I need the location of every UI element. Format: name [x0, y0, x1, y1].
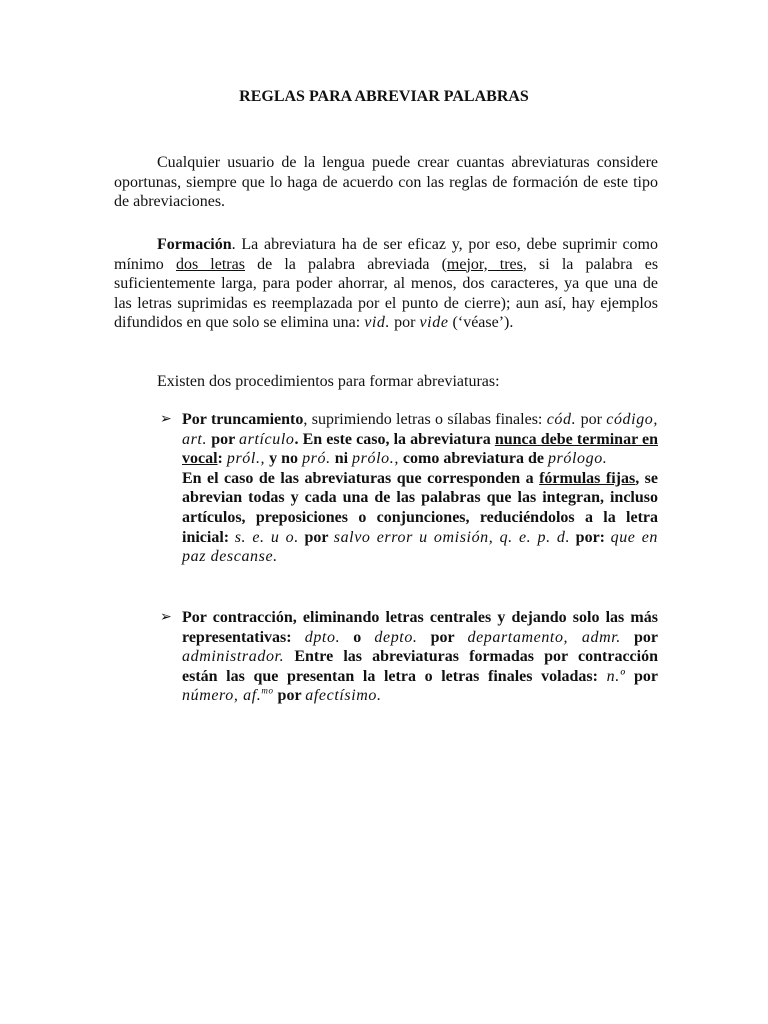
underlined-text: mejor, tres [446, 255, 523, 273]
intro-paragraph: Cualquier usuario de la lengua puede crear cuantas abreviaturas considere oportunas, siempre que lo haga de acuerdo con las reglas de formación de este tipo de abreviaciones. [114, 154, 658, 211]
text-run: por [417, 628, 468, 646]
text-run: , se abrevian todas y cada una de las palabras que las integran, incluso artículos, preposiciones o conjunciones, reduciéndolos a la letra inicial: [182, 469, 658, 546]
text-run: por [390, 314, 420, 332]
text-run: . En este caso, la abreviatura [294, 430, 495, 448]
text-run: , suprimiendo letras o sílabas finales: [303, 411, 547, 428]
italic-example: s. e. u o. [234, 528, 299, 546]
italic-example: artículo [239, 430, 295, 448]
italic-example: cód. [546, 411, 577, 428]
italic-example: afectísimo. [305, 687, 382, 705]
italic-example: vide [419, 314, 449, 332]
text-run: como abreviatura de [398, 450, 548, 468]
text-run: por: [570, 528, 611, 546]
formacion-label: Formación [157, 236, 232, 253]
contraccion-item [182, 608, 658, 706]
text-run: por [625, 667, 658, 685]
italic-example: prólo., [352, 450, 399, 468]
truncamiento-item [182, 410, 658, 567]
italic-example: dpto. [304, 628, 341, 646]
underlined-text: fórmulas fijas [539, 469, 636, 487]
text-run: Por [182, 609, 213, 626]
contraccion-term: contracción [212, 609, 293, 626]
underlined-text: dos letras [175, 255, 245, 273]
text-run: ni [330, 450, 353, 468]
italic-example: número, af. [182, 687, 262, 705]
italic-example: n.º [606, 667, 626, 685]
text-run: por [576, 411, 607, 428]
arrow-bullet-icon: ➢ [160, 609, 172, 625]
truncamiento-term: truncamiento [210, 411, 304, 428]
italic-example: código, art. [182, 411, 658, 448]
text-run: por [273, 687, 306, 705]
text-run: En el caso de las abreviaturas que corresponden a [182, 469, 540, 487]
italic-example: pról., [226, 450, 266, 468]
text-run: , eliminando letras centrales y dejando solo las más representativas: [182, 609, 658, 646]
superscript-text: mo [261, 686, 274, 697]
formacion-paragraph [114, 235, 658, 333]
italic-example: vid. [364, 314, 391, 332]
italic-example: salvo error u omisión, q. e. p. d. [333, 528, 571, 546]
text-run: . La abreviatura ha de ser eficaz y, por eso, debe suprimir como mínimo [114, 236, 658, 273]
text-run: o [340, 628, 375, 646]
text-run: , si la palabra es suficientemente larga, para poder ahorrar, al menos, dos caracteres, ya que una de las letras suprimidas es reemplazada por el punto de cierre); aun así, hay ejemplos difundidos en que solo se elimina una: [114, 255, 659, 332]
text-run: Entre las abreviaturas formadas por contracción están las que presentan la letra o letras finales voladas: [182, 648, 658, 685]
arrow-bullet-icon: ➢ [160, 411, 172, 427]
page-title: REGLAS PARA ABREVIAR PALABRAS [239, 88, 529, 105]
text-run: : [217, 450, 227, 468]
text-run: por [620, 628, 658, 646]
text-run: de la palabra abreviada ( [244, 255, 447, 273]
italic-example: prólogo. [547, 450, 608, 468]
text-run: (‘véase’). [448, 314, 514, 332]
procedimientos-paragraph: Existen dos procedimientos para formar abreviaturas: [157, 373, 500, 390]
italic-example: que en paz descanse. [182, 528, 659, 566]
text-run: por [207, 430, 240, 448]
text-run: y no [265, 450, 303, 468]
italic-example: administrador. [182, 648, 285, 666]
italic-example: departamento, admr. [467, 628, 621, 646]
underlined-text: nunca debe terminar en vocal [182, 430, 659, 468]
text-run: Por [182, 411, 211, 428]
text-run: por [298, 528, 334, 546]
italic-example: pró. [302, 450, 331, 468]
italic-example: depto. [374, 628, 418, 646]
